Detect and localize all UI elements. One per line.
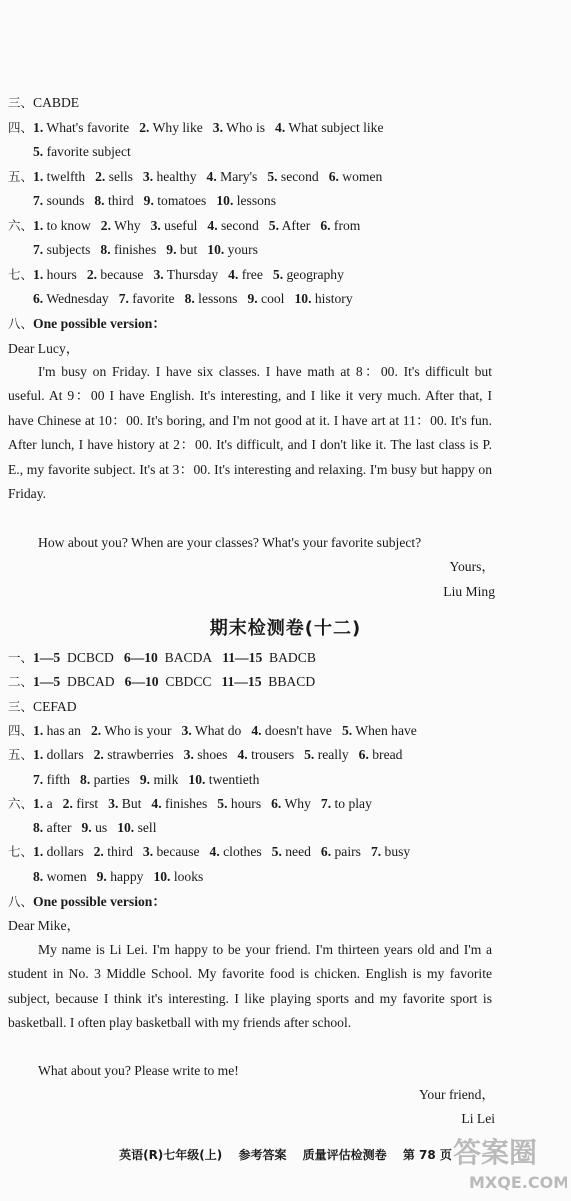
answer-item (182, 721, 242, 741)
answer-text: lessons (194, 291, 238, 306)
answer-number: 1. (33, 844, 44, 860)
answer-line (8, 842, 563, 862)
question-section-label: 三、 (8, 95, 34, 110)
answer-text: pairs (331, 844, 361, 860)
answer-item (33, 818, 72, 838)
answer-item (33, 697, 77, 717)
answer-item (143, 167, 197, 187)
answer-item (217, 794, 261, 814)
answer-item (139, 118, 203, 138)
answer-item (342, 721, 417, 741)
answer-text: CABDE (33, 95, 80, 110)
answer-text: favorite (128, 291, 175, 306)
answer-number: 1. (33, 217, 44, 233)
answer-item (33, 721, 81, 741)
answer-number: 2. (86, 266, 98, 282)
answer-text: Mary's (216, 168, 258, 184)
answer-item (188, 770, 259, 790)
answer-text: tomatoes (153, 193, 207, 208)
answer-line (8, 93, 563, 113)
answer-line (8, 265, 563, 285)
answer-item (144, 191, 207, 211)
answer-number: 9. (143, 193, 154, 208)
answer-number: 1. (33, 722, 44, 738)
answer-number: 7. (370, 844, 382, 860)
answer-item (272, 842, 311, 862)
answer-line (33, 867, 563, 887)
question-section-label: 四、 (8, 722, 34, 738)
answer-number: 6—10 (124, 674, 159, 690)
answer-number: 3. (181, 722, 192, 738)
answer-number: 10. (188, 771, 206, 787)
answer-text: to know (43, 217, 91, 233)
answer-number: 11—15 (221, 674, 262, 690)
answer-number: 5. (33, 144, 44, 159)
answer-number: 2. (93, 747, 104, 763)
essay2-closing: Your friend， (418, 1087, 495, 1102)
answer-item (359, 745, 403, 765)
essay1-paragraph-1: I'm busy on Friday. I have six classes. I have math at 8：00. It's difficult but useful. At 9：00 I have English. It's interesting, and I like it very much. After that, I have Chinese at 10：00. It's boring, and I'm not good at it. I have art at 11：00. It's fun. After lunch, I have history at 2：00. It's difficult, and I don't like it. The last class is P. E., my favorite subject. It's at 3：00. It's interesting and relaxing. I'm busy but happy on Friday. (8, 364, 492, 502)
answer-item (221, 672, 315, 692)
answer-line (8, 648, 563, 668)
answer-number: 8. (80, 771, 91, 787)
answer-number: 8. (184, 291, 195, 306)
essay1-signature: Liu Ming (443, 584, 495, 599)
essay2-paragraph-2: What about you? Please write to me! (38, 1063, 239, 1078)
answer-text: What subject like (285, 119, 384, 135)
answer-text: need (281, 844, 311, 860)
answer-item (228, 265, 263, 285)
answer-item (304, 745, 349, 765)
answer-item (207, 167, 258, 187)
answer-number: 6. (320, 217, 331, 233)
footer-page-number: 第 78 页 (402, 1148, 452, 1162)
answer-text: history (311, 291, 353, 306)
answer-number: 7. (118, 291, 129, 306)
answer-line (8, 672, 563, 692)
answer-number: 4. (207, 217, 218, 233)
answer-number: 4. (206, 168, 217, 184)
answer-text: happy (106, 868, 144, 884)
answer-item (95, 167, 133, 187)
answer-item (33, 770, 70, 790)
answer-item (33, 191, 84, 211)
answer-number: 3. (108, 795, 119, 811)
answer-text: women (43, 868, 87, 884)
answer-item (237, 745, 294, 765)
answer-line (8, 794, 563, 814)
answer-number: 10. (216, 193, 234, 208)
answer-item (151, 216, 198, 236)
answer-text: DCBCD (60, 650, 114, 665)
answer-number: 8. (33, 868, 44, 884)
answer-text: twentieth (205, 771, 260, 787)
answer-text: lessons (233, 193, 277, 208)
answer-text: BACDA (157, 650, 213, 665)
answer-item (101, 216, 141, 236)
answer-text: healthy (153, 168, 197, 184)
answer-text: first (72, 795, 99, 811)
answer-text: busy (381, 844, 411, 860)
answer-text: Why (281, 795, 311, 811)
answer-item (33, 93, 79, 113)
question-section-label: 一、 (8, 650, 34, 665)
answer-number: 3. (183, 747, 194, 763)
answer-number: 4. (209, 844, 220, 860)
answer-number: 2. (62, 795, 73, 811)
question-section-label: 五、 (8, 747, 34, 763)
answer-text: cool (257, 291, 285, 306)
answer-number: 6. (33, 291, 44, 306)
answer-item (247, 289, 284, 309)
answer-text: strawberries (103, 747, 174, 763)
answer-text: Why like (149, 119, 203, 135)
answer-number: 8. (94, 193, 105, 208)
answer-item (33, 842, 84, 862)
answer-number: 9. (96, 868, 107, 884)
watermark-graphic (447, 1128, 567, 1196)
answer-text: hours (43, 266, 77, 282)
answer-item (371, 842, 410, 862)
answer-item (97, 867, 144, 887)
answer-item (33, 118, 129, 138)
answer-number: 11—15 (222, 650, 263, 665)
answer-text: When have (352, 722, 417, 738)
answer-line (8, 167, 563, 187)
answer-number: 1. (33, 747, 44, 763)
answer-number: 1. (33, 119, 44, 135)
answer-item (269, 216, 311, 236)
answer-number: 7. (33, 771, 44, 787)
question-section-label: 二、 (8, 674, 34, 690)
question-section-label: 六、 (8, 217, 34, 233)
answer-item (273, 265, 344, 285)
answer-text: favorite subject (43, 144, 131, 159)
answer-text: hours (227, 795, 262, 811)
answer-text: Wednesday (43, 291, 109, 306)
answer-text: but (176, 242, 198, 257)
answer-text: second (217, 217, 259, 233)
answer-number: 2. (93, 844, 104, 860)
answer-number: 5. (217, 795, 228, 811)
answer-item (94, 842, 133, 862)
answer-number: 2. (90, 722, 102, 738)
answer-number: 10. (117, 820, 135, 836)
answer-text: to play (331, 795, 372, 811)
answer-text: parties (90, 771, 130, 787)
answer-text: fifth (43, 771, 71, 787)
answer-text: women (338, 168, 383, 184)
answer-text: third (103, 844, 133, 860)
answer-number: 5. (267, 168, 278, 184)
answer-item (153, 265, 218, 285)
answer-text: has an (43, 722, 81, 738)
answer-text: sells (105, 168, 133, 184)
answer-text: really (314, 747, 349, 763)
answer-number: 5. (272, 266, 284, 282)
answer-number: 3. (142, 168, 154, 184)
answer-line (8, 118, 563, 138)
essay1-salutation: Dear Lucy， (8, 341, 80, 356)
answer-item (119, 289, 175, 309)
answer-item (33, 794, 53, 814)
answer-item (117, 818, 156, 838)
answer-text: useful (160, 217, 198, 233)
answer-text: clothes (219, 844, 262, 860)
answer-text: BADCB (262, 650, 316, 665)
answer-number: 1. (33, 795, 44, 811)
question-section-label: 六、 (8, 795, 34, 811)
answer-item (320, 216, 360, 236)
answer-text: But (118, 795, 142, 811)
answer-item (251, 721, 332, 741)
answer-item (33, 289, 109, 309)
answer-item (124, 648, 212, 668)
essay1-heading: 八、One possible version： (8, 316, 166, 331)
answer-item (80, 770, 130, 790)
question-section-label: 五、 (8, 168, 34, 184)
answer-item (33, 745, 84, 765)
watermark-url: MXQE.COM (469, 1173, 567, 1192)
footer-answers: 参考答案 (238, 1148, 287, 1162)
answer-number: 5. (268, 217, 279, 233)
answer-number: 9. (166, 242, 177, 257)
answer-text: dollars (43, 844, 84, 860)
answer-line (8, 721, 563, 741)
answer-text: finishes (161, 795, 208, 811)
answer-line (33, 289, 563, 309)
answer-item (321, 842, 361, 862)
answer-item (329, 167, 383, 187)
answer-item (100, 240, 156, 260)
question-section-label: 三、 (8, 698, 34, 714)
answer-item (33, 867, 87, 887)
answer-number: 10. (153, 868, 171, 884)
answer-text: shoes (193, 747, 228, 763)
answer-line (33, 191, 563, 211)
answer-item (82, 818, 108, 838)
answer-item (33, 240, 90, 260)
answer-number: 8. (33, 820, 44, 836)
answer-item (275, 118, 383, 138)
answer-line (8, 697, 563, 717)
answer-item (143, 842, 200, 862)
answer-line (8, 216, 563, 236)
essay2-paragraph-1: My name is Li Lei. I'm happy to be your friend. I'm thirteen years old and I'm a student in No. 3 Middle School. My favorite food is chicken. English is my favorite subject, because I think it's interesting. I like playing sports and my favorite sport is basketball. I often play basketball with my friends after school. (8, 942, 492, 1031)
answer-item (271, 794, 311, 814)
answer-item (153, 867, 203, 887)
question-section-label: 七、 (8, 844, 34, 860)
answer-number: 6—10 (123, 650, 158, 665)
answer-number: 10. (294, 291, 312, 306)
answer-number: 4. (228, 266, 239, 282)
answer-item (184, 745, 228, 765)
answer-item (140, 770, 179, 790)
answer-number: 4. (237, 747, 248, 763)
answer-text: What do (191, 722, 242, 738)
answer-number: 3. (142, 844, 154, 860)
answer-text: CEFAD (33, 698, 77, 714)
answer-text: Thursday (163, 266, 219, 282)
answer-item (166, 240, 197, 260)
answer-number: 4. (151, 795, 162, 811)
answer-item (108, 794, 141, 814)
answer-text: geography (283, 266, 344, 282)
answer-item (321, 794, 372, 814)
answer-item (267, 167, 318, 187)
answer-text: sounds (43, 193, 85, 208)
answer-item (94, 191, 133, 211)
answer-item (33, 672, 115, 692)
answer-number: 5. (304, 747, 315, 763)
answer-item (63, 794, 99, 814)
answer-text: subjects (43, 242, 91, 257)
answer-number: 5. (341, 722, 353, 738)
watermark-text: 答案圈 (453, 1136, 538, 1169)
answer-number: 7. (33, 193, 44, 208)
answer-line (33, 142, 563, 162)
answer-text: CBDCC (158, 674, 212, 690)
answer-text: second (277, 168, 319, 184)
answer-text: because (97, 266, 144, 282)
answer-number: 3. (150, 217, 161, 233)
answer-item (33, 142, 131, 162)
answer-line (33, 818, 563, 838)
answer-number: 4. (275, 119, 286, 135)
answer-text: Why (111, 217, 141, 233)
answer-item (94, 745, 174, 765)
essay2-heading: 八、One possible version： (8, 894, 166, 909)
answer-item (216, 191, 276, 211)
answer-number: 6. (271, 795, 282, 811)
answer-number: 1. (33, 266, 44, 282)
answer-number: 9. (247, 291, 258, 306)
answer-text: milk (150, 771, 179, 787)
answer-number: 3. (212, 119, 223, 135)
answer-number: 5. (271, 844, 282, 860)
answer-number: 7. (33, 242, 44, 257)
answer-item (185, 289, 238, 309)
footer-series: 质量评估检测卷 (302, 1148, 387, 1162)
answer-line (33, 770, 563, 790)
answer-item (207, 216, 258, 236)
section-title: 期末检测卷(十二) (209, 618, 362, 639)
answer-item (87, 265, 144, 285)
answer-number: 8. (100, 242, 111, 257)
answer-text: looks (170, 868, 204, 884)
answer-number: 6. (328, 168, 339, 184)
answer-number: 2. (100, 217, 111, 233)
answer-number: 9. (139, 771, 151, 787)
answer-text: after (43, 820, 72, 836)
answer-item (151, 794, 207, 814)
answer-number: 9. (81, 820, 92, 836)
watermark-logo (447, 1128, 567, 1196)
essay1-paragraph-2: How about you? When are your classes? What's your favorite subject? (38, 535, 422, 550)
answer-number: 2. (95, 168, 106, 184)
answer-text: from (330, 217, 361, 233)
answer-number: 1. (33, 168, 44, 184)
answer-number: 2. (139, 119, 150, 135)
question-section-label: 四、 (8, 119, 34, 135)
answer-text: trousers (247, 747, 295, 763)
answer-text: finishes (110, 242, 157, 257)
answer-text: because (153, 844, 200, 860)
answer-text: After (278, 217, 311, 233)
answer-text: doesn't have (261, 722, 332, 738)
answer-line (33, 240, 563, 260)
answer-number: 3. (153, 266, 164, 282)
answer-number: 6. (358, 747, 369, 763)
answer-item (33, 216, 91, 236)
answer-text: free (238, 266, 263, 282)
answer-line (8, 745, 563, 765)
answer-number: 1—5 (33, 674, 61, 690)
answer-text: twelfth (43, 168, 86, 184)
answer-item (207, 240, 258, 260)
answer-text: bread (368, 747, 403, 763)
answer-text: sell (134, 820, 157, 836)
answer-number: 1—5 (33, 650, 61, 665)
answer-item (33, 167, 85, 187)
answer-text: BBACD (261, 674, 316, 690)
question-section-label: 七、 (8, 266, 34, 282)
answer-text: yours (224, 242, 258, 257)
answer-text: Who is (222, 119, 266, 135)
answer-item (294, 289, 352, 309)
answer-text: a (43, 795, 53, 811)
answer-item (125, 672, 212, 692)
answer-number: 10. (207, 242, 225, 257)
answer-number: 4. (251, 722, 262, 738)
answer-text: What's favorite (43, 119, 130, 135)
answer-text: third (104, 193, 134, 208)
essay2-signature: Li Lei (461, 1111, 495, 1126)
answer-item (33, 265, 77, 285)
essay2-salutation: Dear Mike， (8, 918, 81, 933)
footer-book: 英语(R)七年级(上) (119, 1148, 223, 1162)
answer-text: Who is your (101, 722, 172, 738)
answer-item (210, 842, 262, 862)
essay1-closing: Yours， (449, 559, 495, 574)
answer-number: 6. (320, 844, 332, 860)
answer-text: DBCAD (60, 674, 115, 690)
answer-item (222, 648, 316, 668)
answer-item (33, 648, 114, 668)
answer-text: dollars (43, 747, 84, 763)
answer-text: us (91, 820, 108, 836)
answer-item (213, 118, 265, 138)
answer-item (91, 721, 172, 741)
answer-number: 7. (320, 795, 332, 811)
